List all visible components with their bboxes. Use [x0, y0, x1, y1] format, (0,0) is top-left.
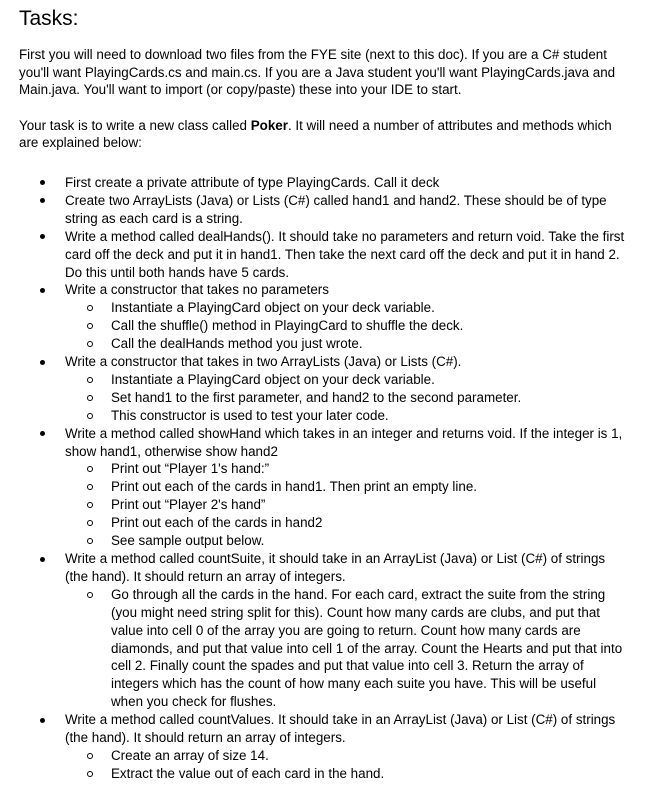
sub-list-item: Create an array of size 14. — [19, 747, 629, 765]
list-item — [19, 353, 629, 425]
list-item-text: Create two ArrayLists (Java) or Lists (C#) called hand1 and hand2. These should be of type string as each card is a string. — [65, 192, 607, 226]
sub-list-item: Print out each of the cards in hand1. Then print an empty line. — [19, 478, 629, 496]
sub-list-item: See sample output below. — [19, 532, 629, 550]
sub-list-item: Extract the value out of each card in the hand. — [19, 765, 629, 783]
sub-list-item: This constructor is used to test your later code. — [19, 407, 629, 425]
sub-list-item: Print out “Player 2's hand” — [19, 496, 629, 514]
list-item — [19, 711, 629, 783]
task-text-after: . It will need a number of attributes and methods which are explained below: — [19, 117, 612, 151]
sub-list-item: Set hand1 to the first parameter, and hand2 to the second parameter. — [19, 389, 629, 407]
list-item-text: Write a constructor that takes no parameters — [65, 282, 329, 298]
list-item-text: Write a method called showHand which takes in an integer and returns void. If the integer is 1, show hand1, otherwise show hand2 — [65, 425, 623, 459]
list-item — [19, 174, 629, 192]
sub-list — [65, 299, 629, 353]
sub-list-item: Print out “Player 1's hand:” — [19, 460, 629, 478]
class-name-bold: Poker — [250, 117, 288, 133]
intro-paragraph: First you will need to download two files from the FYE site (next to this doc). If you are a C# student you'll want PlayingCards.cs and main.cs. If you are a Java student you'll want PlayingCards.java and Main.java. You'll want to import (or copy/paste) these into your IDE to start. — [19, 47, 616, 98]
task-paragraph — [19, 117, 629, 152]
sub-list — [65, 747, 629, 783]
list-item-text: Write a method called dealHands(). It should take no parameters and return void. Take the first card off the deck and put it in hand1. Then take the next card off the deck and put it in hand 2. Do this until both hands have 5 cards. — [65, 228, 625, 280]
list-item-text: Write a method called countValues. It should take in an ArrayList (Java) or List (C#) of strings (the hand). It should return an array of integers. — [65, 712, 616, 746]
list-item — [19, 550, 629, 711]
sub-list-item: Call the shuffle() method in PlayingCard to shuffle the deck. — [19, 317, 629, 335]
list-item — [19, 425, 629, 550]
list-item — [19, 192, 629, 228]
list-item-text: Write a constructor that takes in two ArrayLists (Java) or Lists (C#). — [65, 354, 462, 370]
list-item — [19, 281, 629, 353]
task-list — [19, 174, 629, 783]
sub-list-item: Go through all the cards in the hand. For each card, extract the suite from the string (you might need string split for this). Count how many cards are clubs, and put that value into cell 0 of the array you are going to return. Count how many cards are diamonds, and put that value into cell 1 of the array. Count the Hearts and put that into cell 2. Finally count the spades and put that value into cell 3. Return the array of integers which has the count of how many each suite you have. This will be useful when you check for flushes. — [19, 586, 629, 711]
list-item-text: First create a private attribute of type PlayingCards. Call it deck — [65, 174, 440, 190]
sub-list-item: Instantiate a PlayingCard object on your deck variable. — [19, 299, 629, 317]
task-text-before: Your task is to write a new class called — [19, 117, 251, 133]
list-item-text: Write a method called countSuite, it should take in an ArrayList (Java) or List (C#) of strings (the hand). It should return an array of integers. — [65, 551, 606, 584]
sub-list — [65, 460, 629, 550]
sub-list — [65, 371, 629, 425]
sub-list-item: Call the dealHands method you just wrote. — [19, 335, 629, 353]
page-title: Tasks: — [19, 7, 79, 30]
sub-list — [65, 586, 629, 711]
sub-list-item: Print out each of the cards in hand2 — [19, 514, 629, 532]
sub-list-item: Instantiate a PlayingCard object on your deck variable. — [19, 371, 629, 389]
list-item — [19, 228, 629, 282]
